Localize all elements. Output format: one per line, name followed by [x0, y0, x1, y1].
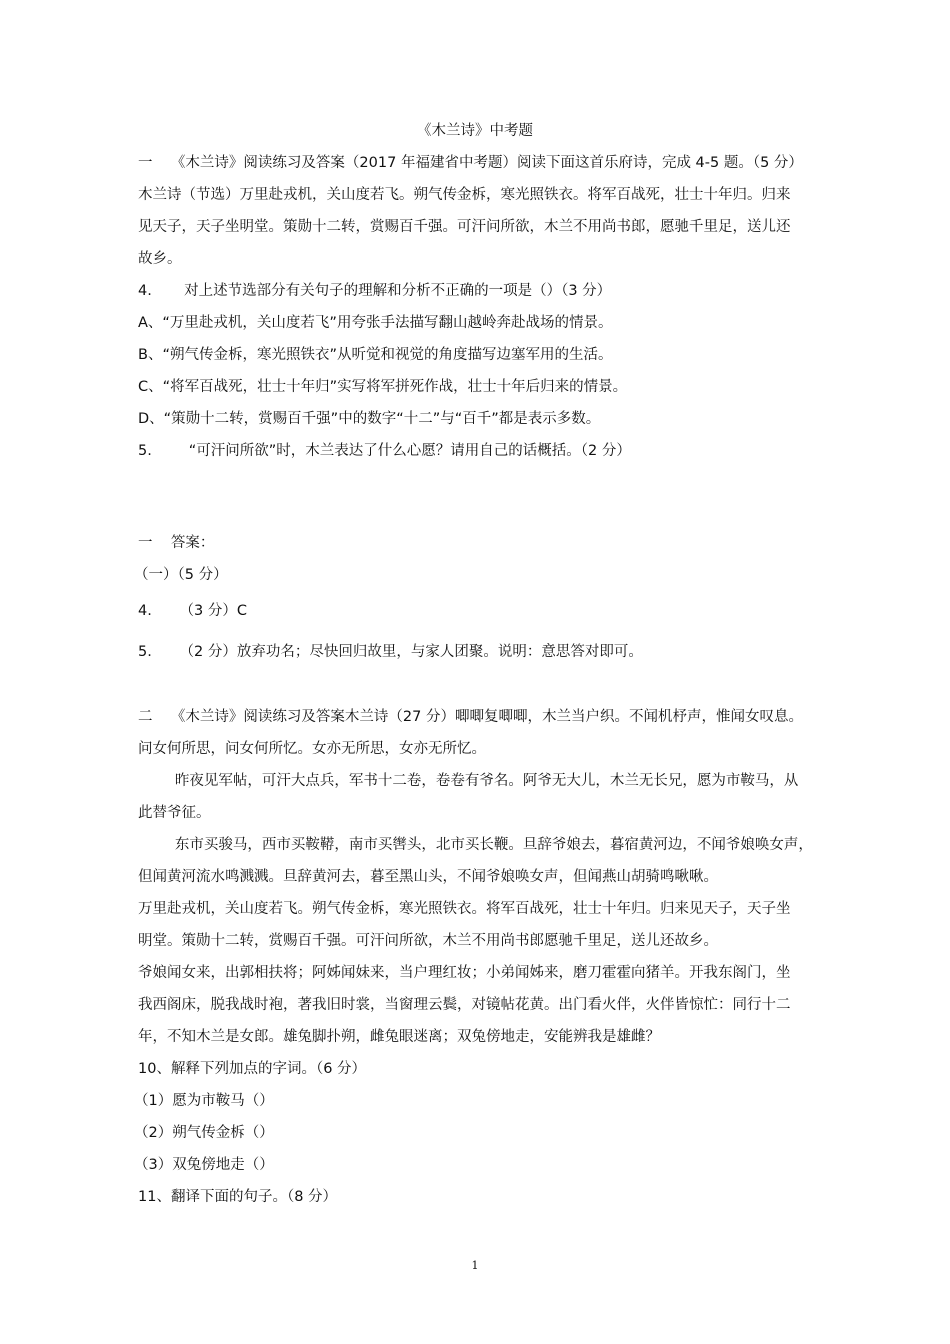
section2-line: 年，不知木兰是女郎。雄兔脚扑朔，雌兔眼迷离；双兔傍地走，安能辨我是雄雌？	[138, 1029, 660, 1045]
question-5: 5. “可汗问所欲”时，木兰表达了什么心愿？请用自己的话概括。（2 分）	[138, 443, 631, 459]
answer-4: 4. （3 分）C	[138, 603, 247, 619]
section2-line: 此替爷征。	[138, 805, 211, 821]
section2-line: 问女何所思，问女何所忆。女亦无所思，女亦无所忆。	[138, 741, 486, 757]
section1-line: 见天子，天子坐明堂。策勋十二转，赏赐百千强。可汗问所欲，木兰不用尚书郎，愿驰千里足，送儿还	[138, 219, 791, 235]
section2-line: 爷娘闻女来，出郭相扶将；阿姊闻妹来，当户理红妆；小弟闻姊来，磨刀霍霍向猪羊。开我东阁门，坐	[138, 965, 791, 981]
section1-line: 木兰诗（节选）万里赴戎机，关山度若飞。朔气传金柝，寒光照铁衣。将军百战死，壮士十年归。归来	[138, 187, 791, 203]
option-c: C、“将军百战死，壮士十年归”实写将军拼死作战，壮士十年后归来的情景。	[138, 379, 628, 395]
answers-heading: 一 答案：	[138, 535, 215, 551]
section2-line: 二 《木兰诗》阅读练习及答案木兰诗（27 分）唧唧复唧唧，木兰当户织。不闻机杼声，惟闻女叹息。	[138, 709, 803, 725]
section2-line: 万里赴戎机，关山度若飞。朔气传金柝，寒光照铁衣。将军百战死，壮士十年归。归来见天子，天子坐	[138, 901, 791, 917]
answer-5: 5. （2 分）放弃功名；尽快回归故里，与家人团聚。说明：意思答对即可。	[138, 644, 643, 660]
question-11: 11、翻译下面的句子。（8 分）	[138, 1189, 338, 1205]
answers-part: （一）（5 分）	[134, 567, 228, 583]
document-title: 《木兰诗》中考题	[417, 123, 533, 139]
question-10: 10、解释下列加点的字词。（6 分）	[138, 1061, 367, 1077]
section1-line: 一 《木兰诗》阅读练习及答案（2017 年福建省中考题）阅读下面这首乐府诗，完成 4-5 题。（5 分）	[138, 155, 803, 171]
section2-line: 东市买骏马，西市买鞍鞯，南市买辔头，北市买长鞭。旦辞爷娘去，暮宿黄河边，不闻爷娘唤女声，	[138, 837, 813, 853]
question-10-item: （2）朔气传金柝（）	[134, 1125, 274, 1141]
section1-line: 故乡。	[138, 251, 182, 267]
question-10-item: （1）愿为市鞍马（）	[134, 1093, 274, 1109]
section2-line: 但闻黄河流水鸣溅溅。旦辞黄河去，暮至黑山头，不闻爷娘唤女声，但闻燕山胡骑鸣啾啾。	[138, 869, 718, 885]
option-b: B、“朔气传金柝，寒光照铁衣”从听觉和视觉的角度描写边塞军用的生活。	[138, 347, 613, 363]
section2-line: 昨夜见军帖，可汗大点兵，军书十二卷，卷卷有爷名。阿爷无大儿，木兰无长兄，愿为市鞍马，从	[138, 773, 799, 789]
page-number: 1	[471, 1259, 479, 1272]
section2-line: 我西阁床，脱我战时袍，著我旧时裳，当窗理云鬓，对镜帖花黄。出门看火伴，火伴皆惊忙：同行十二	[138, 997, 791, 1013]
question-4: 4. 对上述节选部分有关句子的理解和分析不正确的一项是（）（3 分）	[138, 283, 612, 299]
option-a: A、“万里赴戎机，关山度若飞”用夸张手法描写翻山越岭奔赴战场的情景。	[138, 315, 613, 331]
option-d: D、“策勋十二转，赏赐百千强”中的数字“十二”与“百千”都是表示多数。	[138, 411, 601, 427]
section2-line: 明堂。策勋十二转，赏赐百千强。可汗问所欲，木兰不用尚书郎愿驰千里足，送儿还故乡。	[138, 933, 718, 949]
question-10-item: （3）双兔傍地走（）	[134, 1157, 274, 1173]
